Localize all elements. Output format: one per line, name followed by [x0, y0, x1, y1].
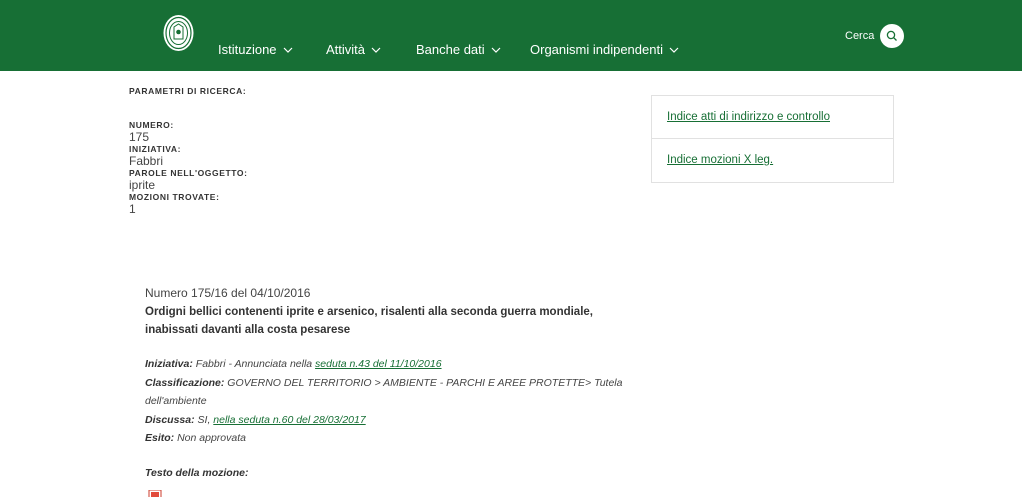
motion-result: [145, 285, 625, 482]
iniziativa-meta-text: Fabbri - Annunciata nella: [192, 358, 316, 370]
discussa-text: SI,: [194, 413, 214, 426]
discussa-seduta-link[interactable]: nella seduta n.60 del 28/03/2017: [213, 413, 366, 426]
chevron-down-icon: [371, 45, 381, 55]
iniziativa-meta-label: Iniziativa:: [145, 358, 193, 370]
testo-row: [145, 464, 625, 483]
seduta-link[interactable]: seduta n.43 del 11/10/2016: [315, 358, 442, 370]
search-button[interactable]: [880, 24, 904, 48]
nav-istituzione[interactable]: [218, 42, 293, 57]
nav-attivita-label: Attività: [326, 42, 366, 57]
iniziativa-label: INIZIATIVA:: [129, 144, 182, 154]
iniziativa-value: Fabbri: [129, 154, 164, 168]
search-parameters: [129, 86, 609, 216]
nav-organismi-indipendenti[interactable]: [530, 42, 679, 57]
esito-row: [145, 429, 625, 448]
regional-council-logo[interactable]: [162, 13, 195, 53]
parameters-heading: PARAMETRI DI RICERCA:: [129, 86, 247, 96]
search-label[interactable]: Cerca: [845, 30, 875, 42]
motion-title: Ordigni bellici contenenti iprite e arsenico, risalenti alla seconda guerra mondiale, inabissati davanti alla costa pesarese: [145, 306, 593, 336]
mozioni-trovate-value: 1: [129, 202, 136, 216]
parole-value: iprite: [129, 178, 156, 192]
related-links-panel: [651, 95, 894, 183]
nav-banche-dati[interactable]: [416, 42, 501, 57]
iniziativa-row: [145, 355, 625, 374]
mozioni-trovate-label: MOZIONI TROVATE:: [129, 192, 220, 202]
chevron-down-icon: [669, 45, 679, 55]
nav-banche-dati-label: Banche dati: [416, 42, 485, 57]
classificazione-text: GOVERNO DEL TERRITORIO > AMBIENTE - PARCHI E AREE PROTETTE> Tutela dell'ambiente: [145, 376, 623, 407]
nav-istituzione-label: Istituzione: [218, 42, 277, 57]
classificazione-label: Classificazione:: [145, 376, 225, 389]
chevron-down-icon: [283, 45, 293, 55]
nav-organismi-label: Organismi indipendenti: [530, 42, 663, 57]
parole-label: PAROLE NELL'OGGETTO:: [129, 168, 248, 178]
nav-attivita[interactable]: [326, 42, 381, 57]
discussa-row: [145, 411, 625, 430]
esito-text: Non approvata: [174, 432, 246, 444]
chevron-down-icon: [491, 45, 501, 55]
search-icon: [886, 30, 898, 42]
indice-mozioni-link[interactable]: Indice mozioni X leg.: [667, 154, 774, 166]
esito-label: Esito:: [145, 432, 175, 444]
motion-number: Numero 175/16 del 04/10/2016: [145, 286, 311, 300]
classificazione-row: [145, 374, 625, 411]
numero-label: NUMERO:: [129, 120, 174, 130]
indice-atti-link[interactable]: Indice atti di indirizzo e controllo: [652, 96, 893, 139]
discussa-label: Discussa:: [145, 413, 195, 426]
numero-value: 175: [129, 130, 150, 144]
testo-label: Testo della mozione:: [145, 466, 249, 479]
pdf-icon[interactable]: [148, 490, 162, 497]
top-navigation-bar: [0, 0, 1022, 71]
